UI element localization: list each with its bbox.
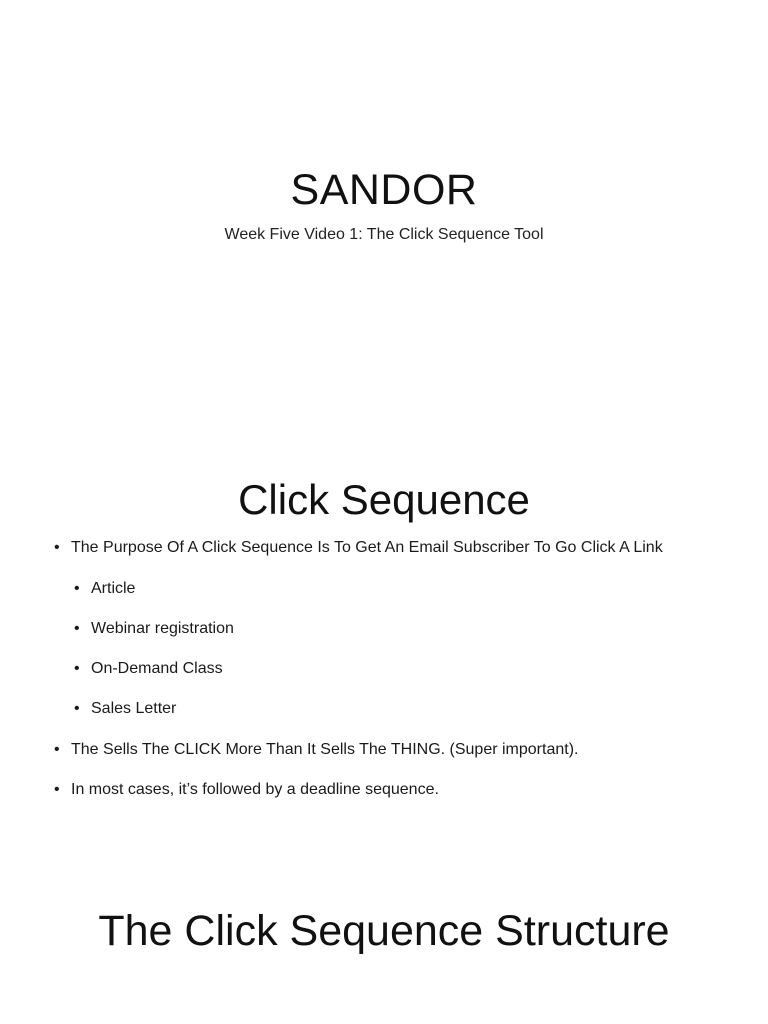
- click-sequence-slide: [0, 432, 768, 864]
- bullet-icon: •: [74, 660, 80, 677]
- list-item: [74, 619, 691, 639]
- list-item: [54, 780, 691, 800]
- list-item: [74, 579, 691, 599]
- bullet-text: Article: [91, 580, 136, 597]
- bullet-icon: •: [74, 620, 80, 637]
- bullet-text: The Purpose Of A Click Sequence Is To Get An Email Subscriber To Go Click A Link: [71, 539, 663, 556]
- list-item: [74, 699, 691, 719]
- bullet-icon: •: [54, 741, 60, 758]
- presentation-subtitle: Week Five Video 1: The Click Sequence Tool: [224, 226, 544, 243]
- list-item: [54, 740, 691, 760]
- list-item: [54, 538, 691, 558]
- bullet-text: Webinar registration: [91, 620, 234, 637]
- bullet-icon: •: [54, 781, 60, 798]
- list-item: [74, 659, 691, 679]
- bullet-icon: •: [54, 539, 60, 556]
- slide-heading: The Click Sequence Structure: [98, 907, 670, 955]
- bullet-text: Sales Letter: [91, 700, 177, 717]
- bullet-text: The Sells The CLICK More Than It Sells The THING. (Super important).: [71, 741, 579, 758]
- structure-slide: [0, 864, 768, 1024]
- slide-heading: Click Sequence: [238, 476, 530, 523]
- bullet-list: [0, 538, 768, 800]
- title-slide: [0, 0, 768, 360]
- presentation-title: SANDOR: [290, 166, 478, 214]
- bullet-icon: •: [74, 700, 80, 717]
- bullet-text: On-Demand Class: [91, 660, 223, 677]
- bullet-text: In most cases, it’s followed by a deadline sequence.: [71, 781, 439, 798]
- bullet-icon: •: [74, 580, 80, 597]
